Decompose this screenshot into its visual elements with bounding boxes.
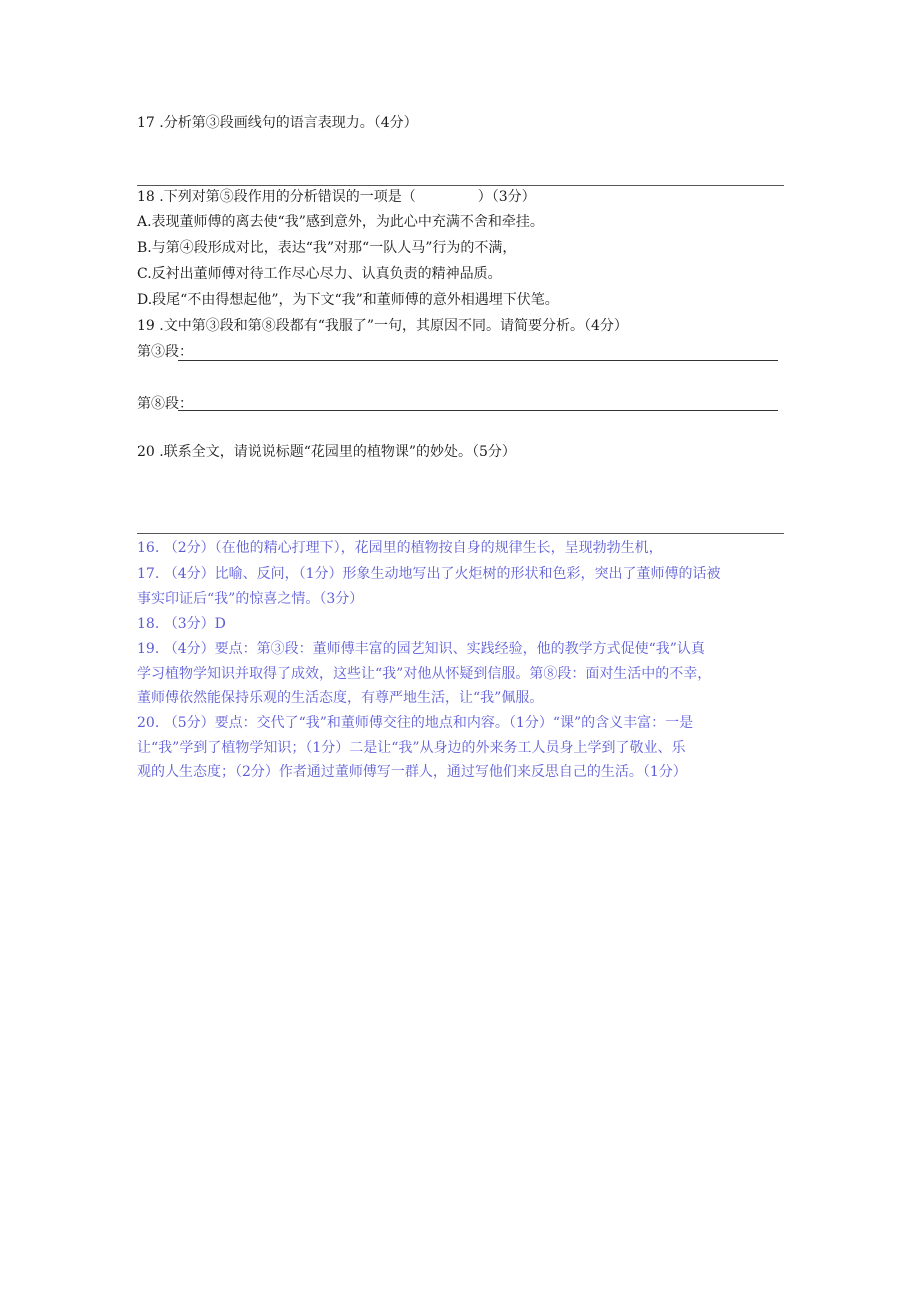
option-c: C.反衬出董师傅对待工作尽心尽力、认真负责的精神品质。 [137,266,502,282]
option-b: B.与第④段形成对比，表达“我”对那“一队人马”行为的不满， [137,240,517,256]
paragraph-3-answer-line [178,360,778,361]
question-18-stem: 18 .下列对第⑤段作用的分析错误的一项是（ [137,189,416,205]
answer-space-divider [137,185,784,186]
paragraph-8-answer-line [178,410,778,411]
answer-line: 18. （3分）D [137,616,226,632]
answer-line: 让“我”学到了植物学知识；（1分）二是让“我”从身边的外来务工人员身上学到了敬业、乐 [137,740,686,756]
answer-key-divider [137,533,784,534]
answer-line: 19. （4分）要点：第③段：董师傅丰富的园艺知识、实践经验，他的教学方式促使“我”认真 [137,641,705,657]
answer-line: 16. （2分）（在他的精心打理下），花园里的植物按自身的规律生长，呈现勃勃生机， [137,540,663,556]
question-18 [137,187,536,207]
answer-line: 董师傅依然能保持乐观的生活态度，有尊严地生活，让“我”佩服。 [137,690,544,706]
paragraph-8-label: 第⑧段： [137,396,193,412]
answer-line: 17. （4分）比喻、反问，（1分）形象生动地写出了火炬树的形状和色彩，突出了董师傅的话被 [137,566,721,582]
question-17: 17 .分析第③段画线句的语言表现力。（4分） [137,115,418,131]
answer-line: 20. （5分）要点：交代了“我”和董师傅交往的地点和内容。（1分）“课”的含义丰富：一是 [137,715,694,731]
question-20: 20 .联系全文，请说说标题“花园里的植物课”的妙处。（5分） [137,444,516,460]
answer-line: 学习植物学知识并取得了成效，这些让“我”对他从怀疑到信服。第⑧段：面对生活中的不幸， [137,666,712,682]
question-19: 19 .文中第③段和第⑧段都有“我服了”一句，其原因不同。请简要分析。（4分） [137,318,628,334]
paragraph-3-label: 第③段： [137,344,193,360]
option-d: D.段尾“不由得想起他”，为下文“我”和董师傅的意外相遇埋下伏笔。 [137,292,559,308]
option-a: A.表现董师傅的离去使“我”感到意外，为此心中充满不舍和牵挂。 [137,214,544,230]
answer-line: 事实印证后“我”的惊喜之情。（3分） [137,591,364,607]
question-18-score: ）（3分） [477,189,536,205]
answer-line: 观的人生态度；（2分）作者通过董师傅写一群人，通过写他们来反思自己的生活。（1分） [137,764,687,780]
